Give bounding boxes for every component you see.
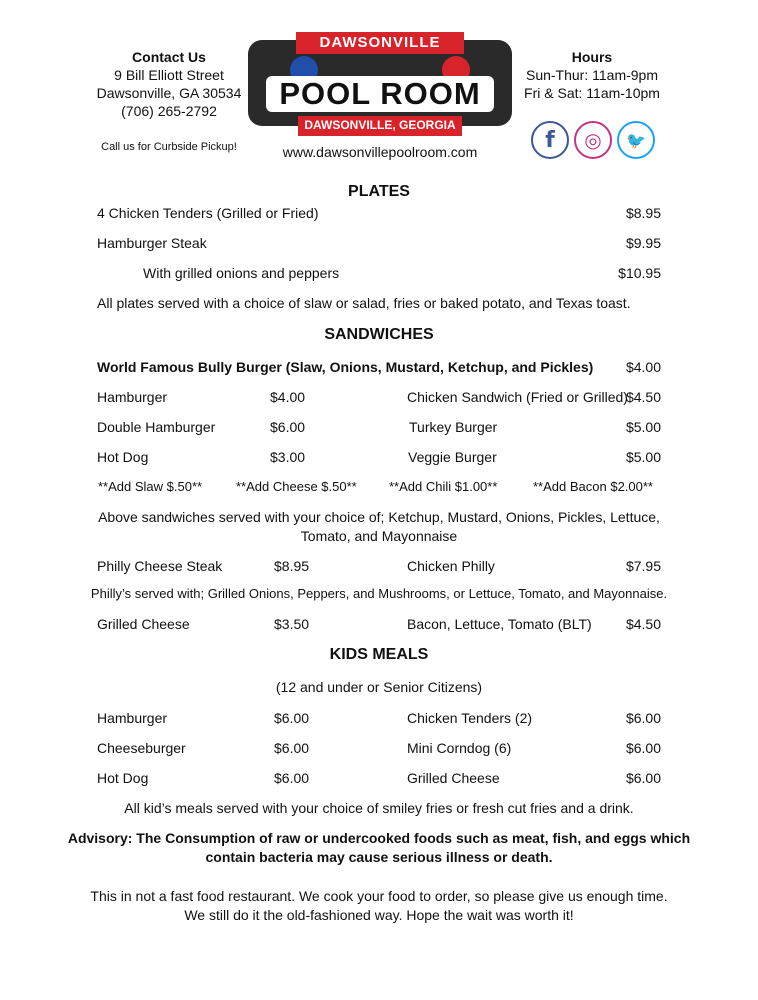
addon-slaw: **Add Slaw $.50** <box>98 479 203 494</box>
logo-bottom-text: DAWSONVILLE, GEORGIA <box>304 118 456 132</box>
addon-cheese: **Add Cheese $.50** <box>236 479 357 494</box>
footer-line2: We still do it the old-fashioned way. Hope the wait was worth it! <box>184 907 574 923</box>
logo <box>246 32 514 140</box>
plates-item-price: $8.95 <box>625 205 661 221</box>
menu-item-name: Hot Dog <box>97 770 149 786</box>
menu-item-price: $3.00 <box>270 449 306 465</box>
philly-note: Philly’s served with; Grilled Onions, Peppers, and Mushrooms, or Lettuce, Tomato, and Mayonnaise. <box>90 586 668 601</box>
hours-title: Hours <box>571 49 613 65</box>
kids-subheading: (12 and under or Senior Citizens) <box>275 679 483 695</box>
twitter-icon[interactable]: 🐦 <box>617 121 655 159</box>
menu-item-name: Hamburger <box>97 389 168 405</box>
hours-weekend: Fri & Sat: 11am-10pm <box>524 85 660 101</box>
plates-item-name: Hamburger Steak <box>97 235 207 251</box>
menu-item-price: $3.50 <box>274 616 310 632</box>
contact-city: Dawsonville, GA 30534 <box>96 85 242 101</box>
menu-item-name: Turkey Burger <box>409 419 498 435</box>
plates-item-name: 4 Chicken Tenders (Grilled or Fried) <box>97 205 319 221</box>
menu-item-name: Philly Cheese Steak <box>97 558 223 574</box>
plates-heading: PLATES <box>348 183 410 200</box>
menu-item-name: Mini Corndog (6) <box>407 740 512 756</box>
menu-item-name: Grilled Cheese <box>407 770 500 786</box>
menu-item-price: $6.00 <box>274 770 310 786</box>
menu-item-name: Chicken Philly <box>407 558 495 574</box>
contact-title: Contact Us <box>132 49 206 65</box>
menu-item-name: Hamburger <box>97 710 168 726</box>
menu-item-price: $6.00 <box>625 770 661 786</box>
sandwich-note-line1: Above sandwiches served with your choice of; Ketchup, Mustard, Onions, Pickles, Lettuce, <box>98 509 660 525</box>
kids-heading: KIDS MEALS <box>329 646 429 663</box>
menu-item-price: $7.95 <box>625 558 661 574</box>
sandwiches-heading: SANDWICHES <box>324 326 434 343</box>
logo-main-text: POOL ROOM <box>279 76 481 111</box>
plates-item-name: With grilled onions and peppers <box>143 265 340 281</box>
sandwich-note-line2: Tomato, and Mayonnaise <box>300 528 458 544</box>
addon-bacon: **Add Bacon $2.00** <box>533 479 653 494</box>
hours-block <box>518 48 666 102</box>
facebook-icon[interactable]: f <box>531 121 569 159</box>
hours-weekday: Sun-Thur: 11am-9pm <box>525 67 658 83</box>
menu-item-price: $4.00 <box>270 389 306 405</box>
menu-item-price: $4.50 <box>625 616 661 632</box>
menu-item-name: Grilled Cheese <box>97 616 190 632</box>
contact-phone[interactable]: (706) 265-2792 <box>121 103 217 119</box>
menu-item-price: $6.00 <box>625 710 661 726</box>
contact-street: 9 Bill Elliott Street <box>114 67 224 83</box>
menu-item-price: $6.00 <box>274 740 310 756</box>
kids-note: All kid’s meals served with your choice of smiley fries or fresh cut fries and a drink. <box>124 800 634 816</box>
menu-item-price: $5.00 <box>625 419 661 435</box>
plates-item-price: $9.95 <box>625 235 661 251</box>
menu-item-price: $5.00 <box>625 449 661 465</box>
logo-top-text: DAWSONVILLE <box>319 34 441 51</box>
menu-item-price: $6.00 <box>274 710 310 726</box>
website-link[interactable]: www.dawsonvillepoolroom.com <box>282 144 478 160</box>
menu-item-name: Cheeseburger <box>97 740 186 756</box>
menu-item-name: Hot Dog <box>97 449 149 465</box>
addon-chili: **Add Chili $1.00** <box>389 479 498 494</box>
plates-item-price: $10.95 <box>618 265 661 281</box>
featured-sandwich-name: World Famous Bully Burger (Slaw, Onions, Mustard, Ketchup, and Pickles) <box>97 359 594 375</box>
advisory-line1: Advisory: The Consumption of raw or undercooked foods such as meat, fish, and eggs which <box>67 830 691 846</box>
menu-item-price: $8.95 <box>274 558 310 574</box>
curbside-note: Call us for Curbside Pickup! <box>101 141 237 153</box>
instagram-icon[interactable]: ◎ <box>574 121 612 159</box>
plates-note: All plates served with a choice of slaw or salad, fries or baked potato, and Texas toast. <box>97 295 631 311</box>
menu-item-name: Double Hamburger <box>97 419 216 435</box>
featured-sandwich-price: $4.00 <box>625 359 661 375</box>
menu-item-name: Chicken Tenders (2) <box>407 710 533 726</box>
footer-line1: This in not a fast food restaurant. We cook your food to order, so please give us enough time. <box>90 888 668 904</box>
advisory-line2: contain bacteria may cause serious illness or death. <box>205 849 553 865</box>
menu-item-price: $6.00 <box>625 740 661 756</box>
menu-item-price: $6.00 <box>270 419 306 435</box>
menu-item-name: Veggie Burger <box>408 449 497 465</box>
menu-item-name: Bacon, Lettuce, Tomato (BLT) <box>407 616 592 632</box>
contact-block <box>88 48 250 120</box>
menu-item-name: Chicken Sandwich (Fried or Grilled) <box>407 389 628 405</box>
menu-item-price: $4.50 <box>625 389 661 405</box>
